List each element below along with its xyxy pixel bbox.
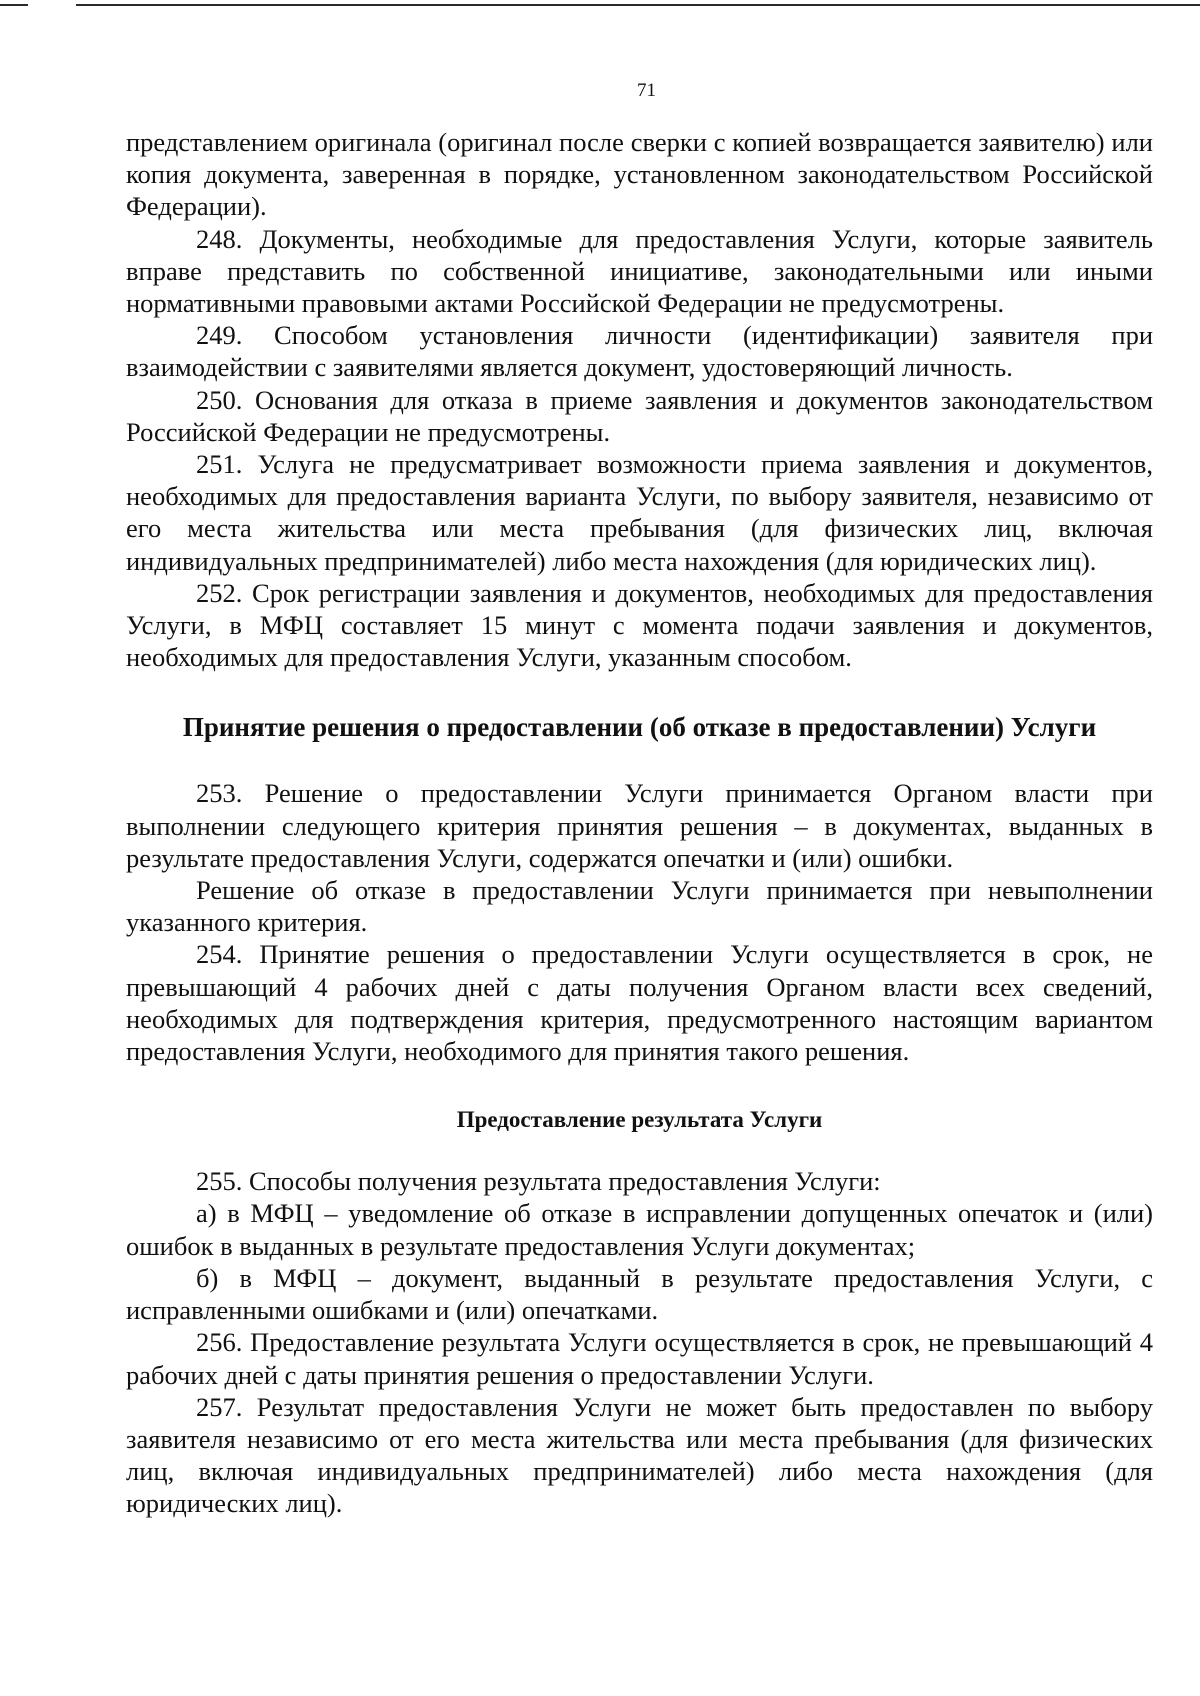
list-item-a: а) в МФЦ – уведомление об отказе в исправлении допущенных опечаток и (или) ошибок в выданных в результате предоставления Услуги документах; — [126, 1198, 1153, 1261]
section-heading-result: Предоставление результата Услуги — [456, 1107, 823, 1133]
paragraph-255: 255. Способы получения результата предоставления Услуги: — [196, 1166, 881, 1197]
list-item-b: б) в МФЦ – документ, выданный в результате предоставления Услуги, с исправленными ошибками и (или) опечатками. — [126, 1262, 1153, 1326]
paragraph-256: 256. Предоставление результата Услуги осуществляется в срок, не превышающий 4 рабочих дней с даты принятия решения о предоставлении Услуги. — [126, 1327, 1153, 1390]
paragraph-continuation: представлением оригинала (оригинал после сверки с копией возвращается заявителю) или копия документа, заверенная в порядке, установленном законодательством Российской Федерации). — [126, 127, 1153, 222]
section-decision-paragraphs — [126, 777, 1153, 1067]
paragraph-248: 248. Документы, необходимые для предоставления Услуги, которые заявитель вправе представить по собственной инициативе, законодательными или иными нормативными правовыми актами Российской Федерации не предусмотрены. — [126, 223, 1153, 319]
paragraph-252: 252. Срок регистрации заявления и документов, необходимых для предоставления Услуги, в МФЦ составляет 15 минут с момента подачи заявления и документов, необходимых для предоставления Услуги, указанным способом. — [126, 577, 1153, 673]
paragraph-253: 253. Решение о предоставлении Услуги принимается Органом власти при выполнении следующего критерия принятия решения – в документах, выданных в результате предоставления Услуги, содержатся опечатки и (или) ошибки. — [126, 778, 1153, 873]
paragraph-249: 249. Способом установления личности (идентификации) заявителя при взаимодействии с заявителями является документ, удостоверяющий личность. — [126, 320, 1153, 383]
paragraph-254: 254. Принятие решения о предоставлении Услуги осуществляется в срок, не превышающий 4 рабочих дней с даты получения Органом власти всех сведений, необходимых для подтверждения критерия, предусмотренного настоящим вариантом предоставления Услуги, необходимого для принятия такого решения. — [126, 939, 1153, 1067]
paragraph-250: 250. Основания для отказа в приеме заявления и документов законодательством Российской Федерации не предусмотрены. — [126, 384, 1153, 447]
paragraph-251: 251. Услуга не предусматривает возможности приема заявления и документов, необходимых для предоставления варианта Услуги, по выбору заявителя, независимо от его места жительства или места пребывания (для физических лиц, включая индивидуальных предпринимателей) либо места нахождения (для юридических лиц). — [126, 449, 1153, 576]
scan-edge-line — [0, 4, 1200, 6]
document-page — [126, 80, 1153, 1520]
paragraph-refusal-decision: Решение об отказе в предоставлении Услуги принимается при невыполнении указанного критерия. — [126, 875, 1153, 938]
paragraph-257: 257. Результат предоставления Услуги не может быть предоставлен по выбору заявителя независимо от его места жительства или места пребывания (для физических лиц, включая индивидуальных предпринимателей) либо места нахождения (для юридических лиц). — [126, 1391, 1153, 1519]
page-number: 71 — [637, 80, 656, 101]
section-heading-decision: Принятие решения о предоставлении (об отказе в предоставлении) Услуги — [182, 712, 1097, 743]
section-intro-paragraphs — [126, 126, 1153, 673]
scan-edge-gap — [28, 3, 76, 7]
section-result-paragraphs — [126, 1165, 1153, 1519]
